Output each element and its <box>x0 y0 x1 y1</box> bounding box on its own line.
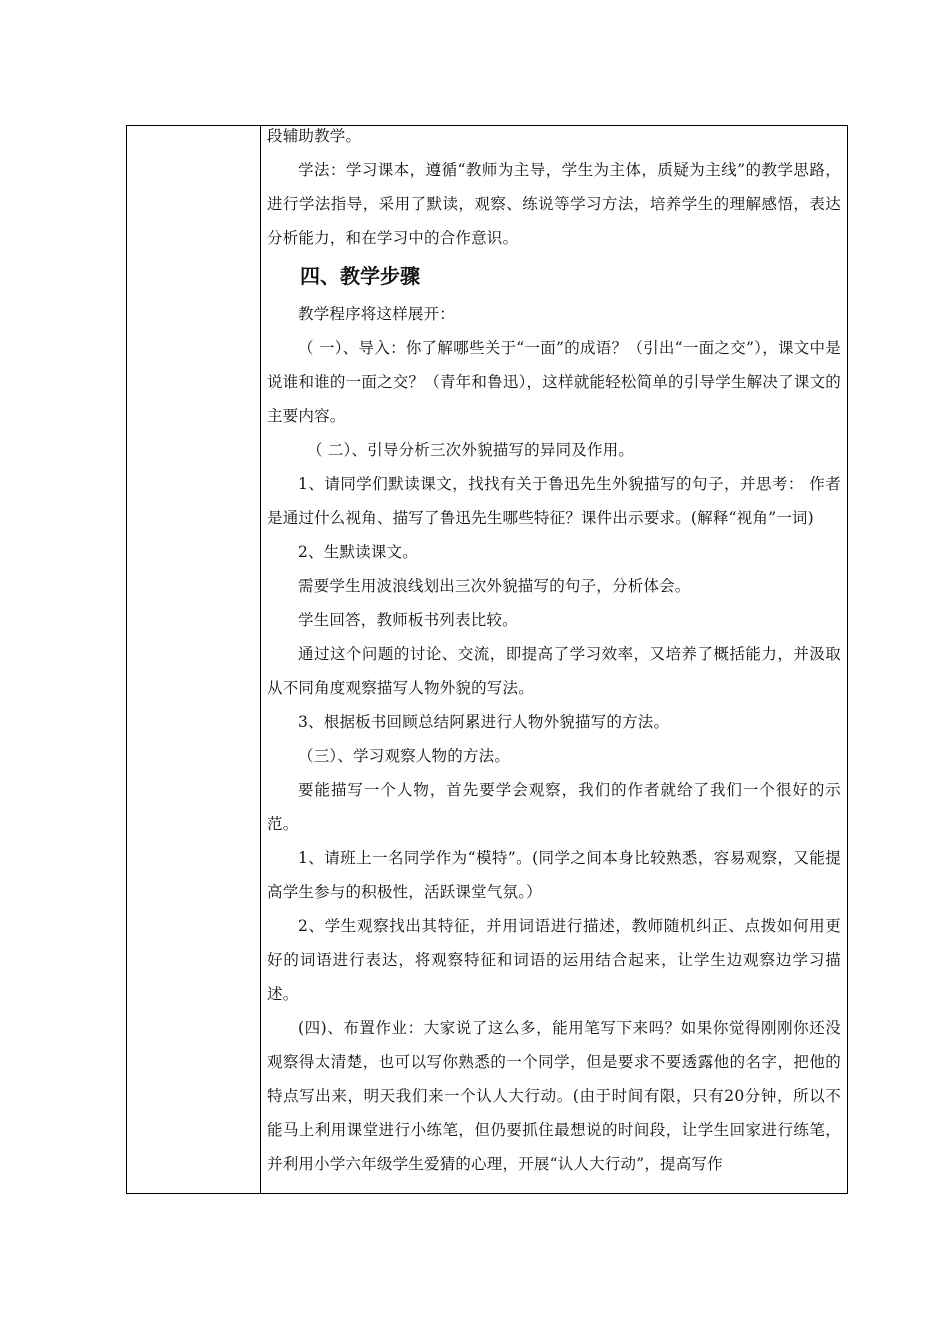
paragraph-step-3-item-2: 2、学生观察找出其特征，并用词语进行描述，教师随机纠正、点拨如何用更好的词语进行表达，将观察特征和词语的运用结合起来，让学生边观察边学习描述。 <box>267 917 841 1003</box>
paragraph-step-3-intro: 要能描写一个人物，首先要学会观察，我们的作者就给了我们一个很好的示范。 <box>267 781 841 833</box>
section-heading-teaching-steps: 四、教学步骤 <box>300 264 420 288</box>
paragraph-step-2-item-2: 2、生默读课文。 <box>298 543 418 561</box>
paragraph-step-2-wavy-lines: 需要学生用波浪线划出三次外貌描写的句子，分析体会。 <box>298 577 691 595</box>
paragraph-step-4-homework: (四)、布置作业：大家说了这么多，能用笔写下来吗？如果你觉得刚刚你还没观察得太清楚，也可以写你熟悉的一个同学，但是要求不要透露他的名字，把他的特点写出来，明天我们来一个认人大行动。(由于时间有限，只有20分钟，所以不能马上利用课堂进行小练笔，但仍要抓住最想说的时间段，让学生回家进行练笔，并利用小学六年级学生爱猜的心理，开展“认人大行动”，提高写作 <box>267 1019 841 1173</box>
table-right-column <box>262 126 847 1193</box>
paragraph-step-2-item-1: 1、请同学们默读课文，找找有关于鲁迅先生外貌描写的句子，并思考： 作者是通过什么视角、描写了鲁迅先生哪些特征？课件出示要求。(解释“视角”一词) <box>267 475 841 527</box>
table-left-column <box>127 126 261 1193</box>
paragraph-step-2-title: （ 二）、引导分析三次外貌描写的异同及作用。 <box>307 441 635 459</box>
paragraph-step-3-title: （三）、学习观察人物的方法。 <box>298 747 511 765</box>
paragraph-step-3-item-1: 1、请班上一名同学作为“模特”。(同学之间本身比较熟悉，容易观察，又能提高学生参与的积极性，活跃课堂气氛。） <box>267 849 841 901</box>
paragraph-procedure-intro: 教学程序将这样展开： <box>298 305 456 323</box>
paragraph-step-2-item-3: 3、根据板书回顾总结阿累进行人物外貌描写的方法。 <box>298 713 670 731</box>
paragraph-learning-method: 学法：学习课本，遵循“教师为主导，学生为主体，质疑为主线”的教学思路，进行学法指导，采用了默读，观察、练说等学习方法，培养学生的理解感悟，表达分析能力，和在学习中的合作意识。 <box>267 161 841 247</box>
paragraph-continuation: 段辅助教学。 <box>267 127 362 145</box>
paragraph-step-2-answers: 学生回答，教师板书列表比较。 <box>298 611 518 629</box>
lesson-plan-table <box>126 125 848 1194</box>
paragraph-step-2-discussion: 通过这个问题的讨论、交流，即提高了学习效率，又培养了概括能力，并汲取从不同角度观察描写人物外貌的写法。 <box>267 645 841 697</box>
paragraph-step-1-intro: （ 一）、导入：你了解哪些关于“一面”的成语？（引出“一面之交”），课文中是说谁和谁的一面之交？（青年和鲁迅），这样就能轻松简单的引导学生解决了课文的主要内容。 <box>267 339 841 425</box>
